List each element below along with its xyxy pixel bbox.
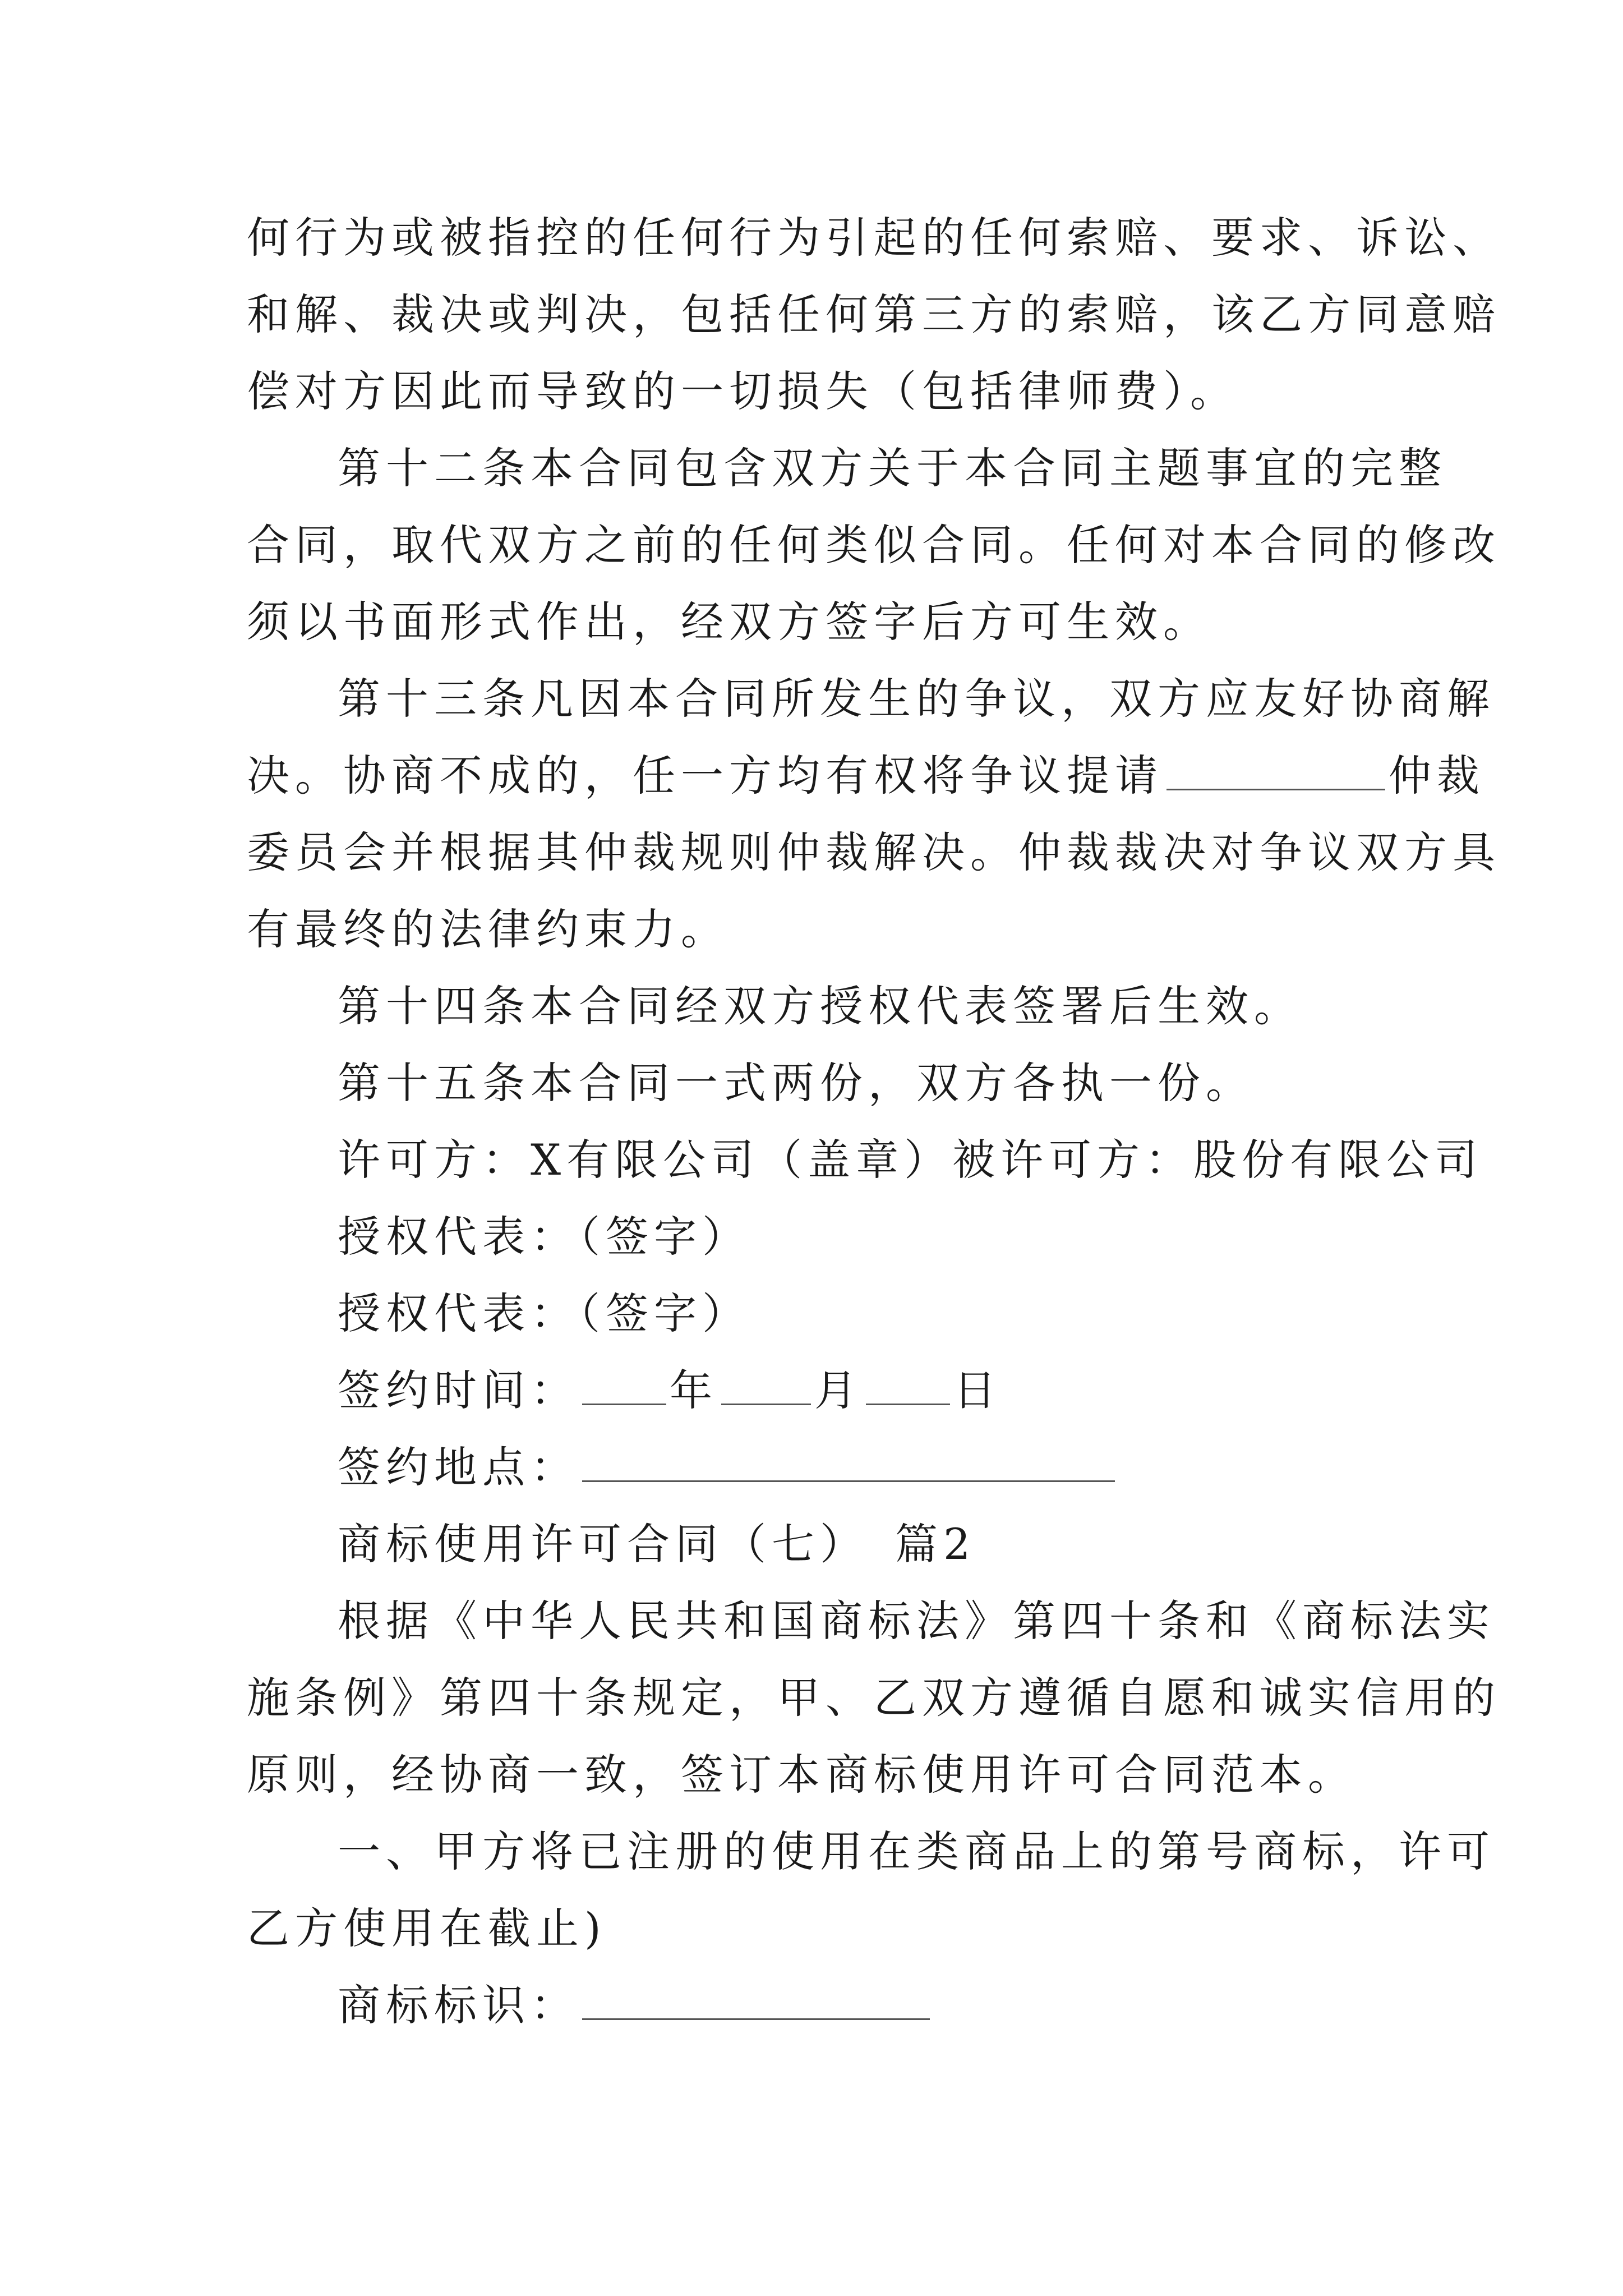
article-15-line: 第十五条本合同一式两份，双方各执一份。 bbox=[338, 1058, 1254, 1108]
contract-text bbox=[247, 199, 1501, 2044]
paragraph-line: 偿对方因此而导致的一切损失（包括律师费）。 bbox=[247, 366, 1238, 416]
arbitration-text-before: 决。协商不成的，任一方均有权将争议提请 bbox=[247, 751, 1163, 800]
paragraph-line: 根据《中华人民共和国商标法》第四十条和《商标法实 bbox=[338, 1596, 1495, 1646]
section-heading: 商标使用许可合同（七） 篇2 bbox=[338, 1519, 976, 1569]
arbitration-text-after: 仲裁 bbox=[1389, 751, 1485, 800]
paragraph-line: 委员会并根据其仲裁规则仲裁解决。仲裁裁决对争议双方具 bbox=[247, 827, 1501, 877]
licensor-representative-line: 授权代表：（签字） bbox=[338, 1212, 750, 1262]
article-14-line: 第十四条本合同经双方授权代表签署后生效。 bbox=[338, 981, 1302, 1031]
article-12-line: 第十二条本合同包含双方关于本合同主题事宜的完整 bbox=[338, 443, 1447, 493]
paragraph-line: 须以书面形式作出，经双方签字后方可生效。 bbox=[247, 597, 1211, 647]
arbitration-line bbox=[247, 737, 1485, 814]
paragraph-line: 合同，取代双方之前的任何类似合同。任何对本合同的修改 bbox=[247, 520, 1501, 570]
arbitration-blank bbox=[1166, 753, 1385, 790]
year-label: 年 bbox=[670, 1365, 718, 1415]
paragraph-line: 施条例》第四十条规定，甲、乙双方遵循自愿和诚实信用的 bbox=[247, 1673, 1501, 1723]
paragraph-line: 原则，经协商一致，签订本商标使用许可合同范本。 bbox=[247, 1750, 1356, 1800]
trademark-mark-blank bbox=[582, 1982, 930, 2020]
trademark-mark-label: 商标标识： bbox=[338, 1980, 579, 2030]
sign-place-label: 签约地点： bbox=[338, 1442, 579, 1492]
licensee-representative-line: 授权代表：（签字） bbox=[338, 1289, 750, 1338]
clause-1-line: 一、甲方将已注册的使用在类商品上的第号商标，许可 bbox=[338, 1826, 1495, 1876]
paragraph-line: 和解、裁决或判决，包括任何第三方的索赔，该乙方同意赔 bbox=[247, 289, 1501, 339]
year-blank bbox=[582, 1368, 666, 1405]
sign-place-line bbox=[247, 1429, 1385, 1506]
paragraph-line: 乙方使用在截止) bbox=[247, 1903, 607, 1953]
month-blank bbox=[721, 1368, 811, 1405]
day-label: 日 bbox=[953, 1365, 1002, 1415]
paragraph-line: 何行为或被指控的任何行为引起的任何索赔、要求、诉讼、 bbox=[247, 213, 1501, 263]
parties-line: 许可方：X有限公司（盖章）被许可方：股份有限公司 bbox=[338, 1135, 1483, 1185]
sign-date-line bbox=[247, 1352, 1385, 1429]
sign-place-blank bbox=[582, 1444, 1115, 1482]
paragraph-line: 有最终的法律约束力。 bbox=[247, 904, 729, 954]
sign-date-label: 签约时间： bbox=[338, 1365, 579, 1415]
day-blank bbox=[866, 1368, 950, 1405]
article-13-line: 第十三条凡因本合同所发生的争议，双方应友好协商解 bbox=[338, 674, 1495, 724]
trademark-mark-line bbox=[247, 1967, 1385, 2044]
month-label: 月 bbox=[814, 1365, 863, 1415]
